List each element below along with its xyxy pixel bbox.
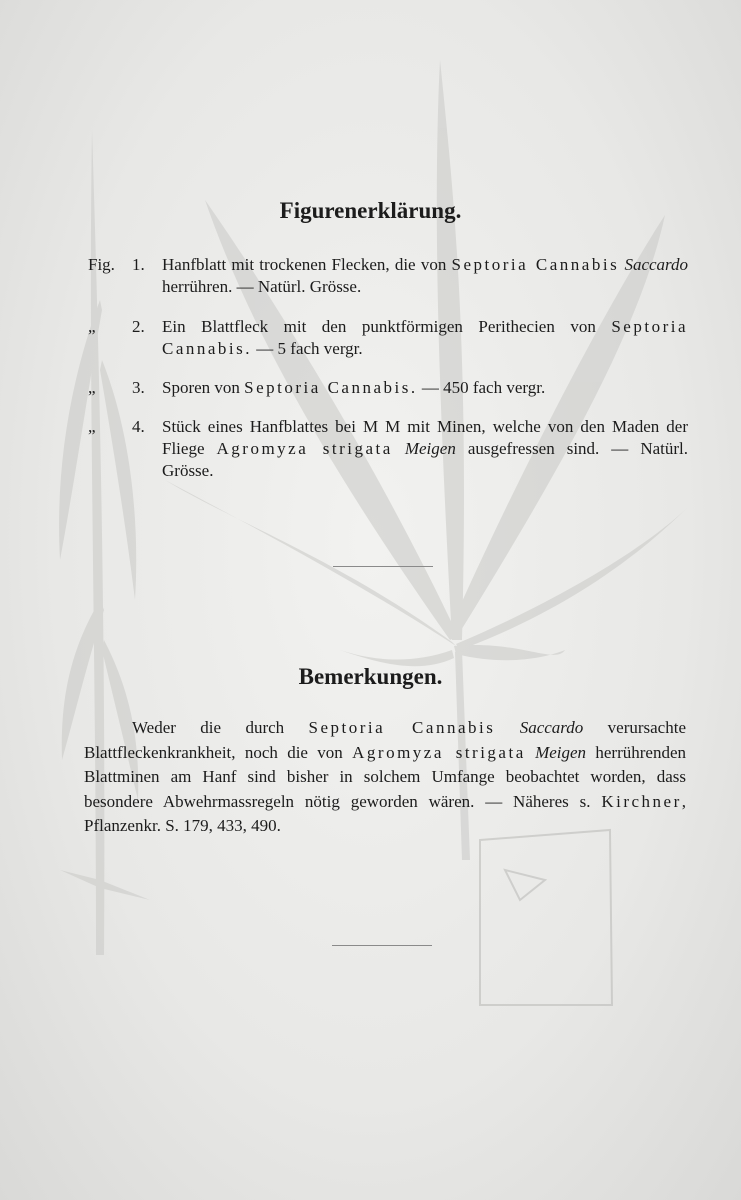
caption-text: herrühren. — Natürl. Grösse.	[162, 277, 362, 296]
end-divider	[332, 945, 432, 946]
figure-number: 1.	[132, 255, 145, 274]
remarks-heading: Bemerkungen.	[298, 664, 443, 689]
caption-taxon: Septoria Cannabis	[451, 255, 620, 274]
ditto-mark: „	[88, 417, 96, 436]
figure-number: 2.	[132, 317, 145, 336]
caption-text: — 450 fach vergr.	[417, 378, 546, 397]
figures-heading: Figurenerklärung.	[279, 198, 462, 223]
caption-text: Sporen von	[162, 378, 245, 397]
figure-entry-3	[88, 377, 688, 399]
figure-caption	[162, 416, 688, 482]
remarks-text: herrührenden Blattminen am Hanf sind bisher in solchem Umfange beobachtet worden, dass besondere Abwehrmassregeln nötig geworden wären. — Näheres s.	[84, 742, 687, 811]
remarks-taxon: Agromyza strigata	[352, 742, 526, 762]
caption-text	[393, 439, 405, 458]
caption-taxon: Agromyza strigata	[216, 439, 393, 458]
figure-caption	[162, 316, 688, 360]
caption-text: Stück eines Hanfblattes bei M M mit Minen, welche von den Maden der Fliege	[162, 417, 688, 458]
figure-caption	[162, 254, 688, 298]
caption-text: Hanfblatt mit trockenen Flecken, die von	[162, 255, 452, 274]
remarks-author: Meigen	[535, 742, 587, 762]
remarks-text: , Pflanzenkr. S. 179, 433, 490.	[84, 791, 686, 835]
figure-number: 3.	[132, 378, 145, 397]
remarks-reference-author: Kirchner	[601, 791, 682, 811]
remarks-text: verursachte Blattfleckenkrankheit, noch die von	[84, 718, 686, 762]
caption-author: Saccardo	[624, 255, 689, 274]
figure-entry-2	[88, 316, 688, 360]
ditto-mark: „	[88, 317, 96, 336]
caption-text: ausgefressen sind. — Natürl. Grösse.	[162, 439, 689, 480]
caption-author: Meigen	[404, 439, 456, 458]
figure-entry-1	[88, 254, 688, 298]
caption-text: Ein Blattfleck mit den punktförmigen Perithecien von	[162, 317, 612, 336]
remarks-text	[526, 743, 535, 762]
remarks-taxon: Septoria Cannabis	[308, 718, 496, 737]
caption-taxon: Septoria Cannabis.	[162, 317, 688, 358]
caption-text: — 5 fach vergr.	[252, 339, 363, 358]
remarks-paragraph	[84, 716, 686, 839]
section-divider	[333, 566, 433, 567]
figure-mark: Fig.	[88, 255, 115, 274]
figure-caption	[162, 377, 688, 399]
figure-entry-4	[88, 416, 688, 482]
remarks-text	[495, 718, 519, 737]
figure-number: 4.	[132, 417, 145, 436]
remarks-text: Weder die durch	[132, 718, 309, 737]
remarks-author: Saccardo	[519, 718, 584, 737]
ditto-mark: „	[88, 378, 96, 397]
caption-taxon: Septoria Cannabis.	[244, 378, 418, 397]
